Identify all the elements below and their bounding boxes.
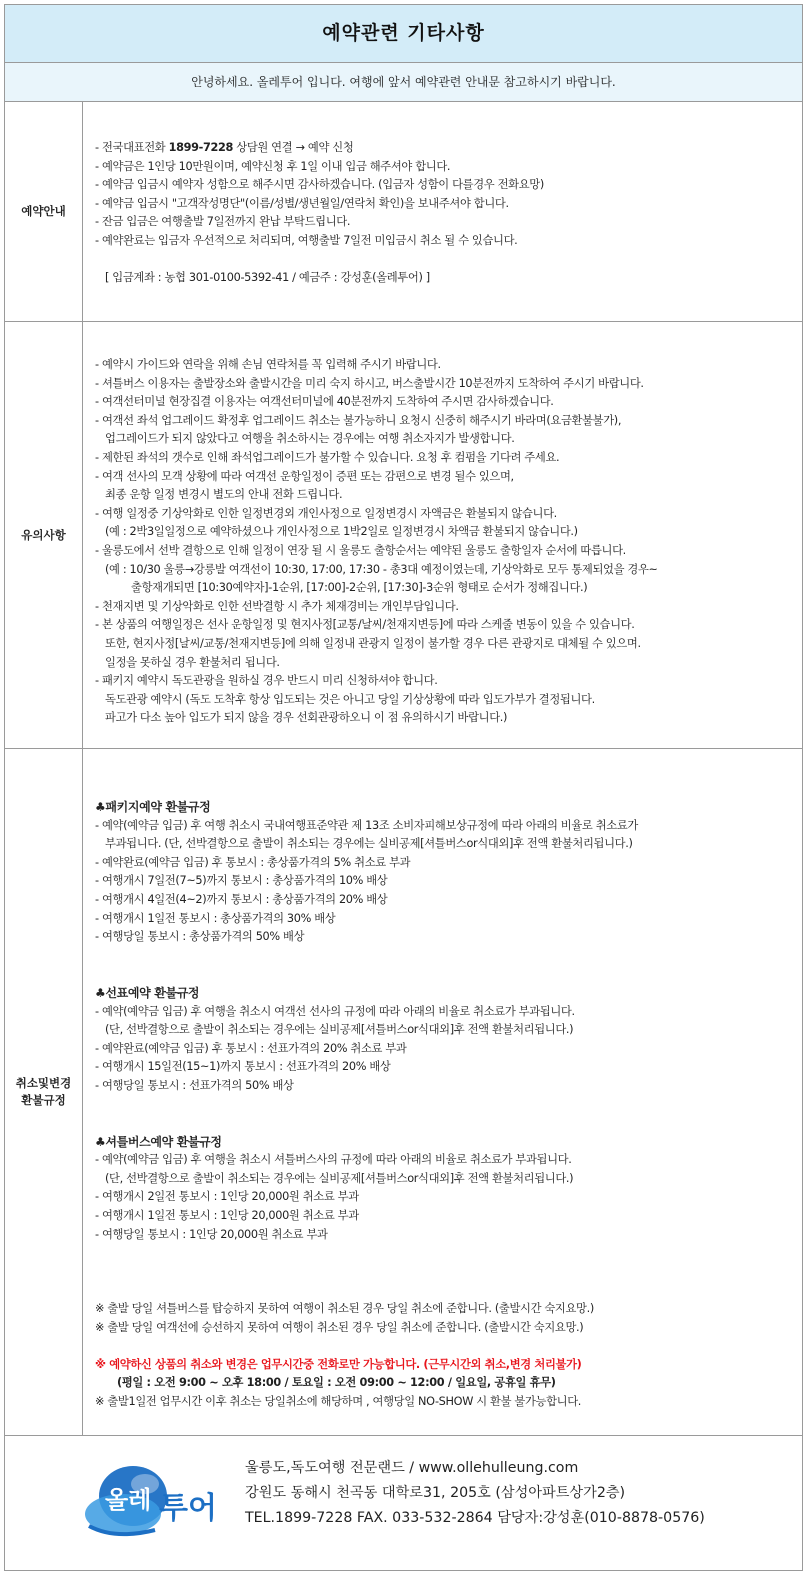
list-item: - 예약금 입금시 예약자 성함으로 해주시면 감사하겠습니다. (입금자 성함이 다를경우 전화요망) bbox=[95, 178, 544, 192]
list-item: - 예약완료(예약금 입금) 후 통보시 : 총상품가격의 5% 취소료 부과 bbox=[95, 855, 411, 869]
list-item: 파고가 다소 높아 입도가 되지 않을 경우 선회관광하오니 이 점 유의하시기 바랍니다.) bbox=[105, 711, 508, 725]
logo-text-olle: 올레 bbox=[105, 1486, 152, 1514]
logo-graphic bbox=[75, 1456, 225, 1546]
list-item: - 여행당일 통보시 : 1인당 20,000원 취소료 부과 bbox=[95, 1227, 328, 1241]
list-item: - 여객선터미널 현장집결 이용자는 여객선터미널에 40분전까지 도착하여 주시면 감사하겠습니다. bbox=[95, 395, 554, 409]
info-page bbox=[4, 4, 803, 1571]
list-item: - 여행당일 통보시 : 선표가격의 50% 배상 bbox=[95, 1078, 294, 1092]
list-item: - 여객 선사의 모객 상황에 따라 여객선 운항일정이 증편 또는 감편으로 변경 될수 있으며, bbox=[95, 469, 514, 483]
reservation-label: 예약안내 bbox=[5, 102, 83, 321]
list-item: - 본 상품의 여행일정은 선사 운항일정 및 현지사정[교통/날씨/천재지변등]에 따라 스케줄 변동이 있을 수 있습니다. bbox=[95, 618, 635, 632]
list-item: - 예약(예약금 입금) 후 여행을 취소시 여객선 선사의 규정에 따라 아래의 비율로 취소료가 부과됩니다. bbox=[95, 1004, 575, 1018]
refund-label-line2: 환불규정 bbox=[21, 1093, 66, 1107]
list-item: - 여행개시 15일전(15~1)까지 통보시 : 선표가격의 20% 배상 bbox=[95, 1060, 391, 1074]
notice-section bbox=[5, 322, 802, 749]
list-item: (단, 선박결항으로 출발이 취소되는 경우에는 실비공제[셔틀버스or식대외]후 전액 환불처리됩니다.) bbox=[105, 1023, 574, 1037]
reservation-content bbox=[95, 139, 796, 288]
phone-line-suffix: 상담원 연결 → 예약 신청 bbox=[233, 141, 354, 154]
account-info: [ 입금계좌 : 농협 301-0100-5392-41 / 예금주 : 강성훈(올레투어) ] bbox=[105, 271, 430, 285]
list-item: - 예약시 가이드와 연락을 위해 손님 연락처를 꼭 입력해 주시기 바랍니다. bbox=[95, 358, 441, 371]
ferry-refund-heading: ♣선표예약 환불규정 bbox=[95, 985, 200, 1000]
list-item: - 예약금은 1인당 10만원이며, 예약신청 후 1일 이내 입금 해주셔야 합니다. bbox=[95, 159, 451, 173]
company-info bbox=[245, 1456, 705, 1531]
list-item: 출항재개되면 [10:30예약자]-1순위, [17:00]-2순위, [17:30]-3순위 형태로 순서가 정해집니다.) bbox=[131, 581, 588, 595]
list-item: - 셔틀버스 이용자는 출발장소와 출발시간을 미리 숙지 하시고, 버스출발시간 10분전까지 도착하여 주시기 바랍니다. bbox=[95, 376, 644, 390]
list-item: 부과됩니다. (단, 선박결항으로 출발이 취소되는 경우에는 실비공제[셔틀버스or식대외]후 전액 환불처리됩니다.) bbox=[105, 837, 633, 851]
shuttle-refund-heading: ♣셔틀버스예약 환불규정 bbox=[95, 1134, 222, 1149]
page-subtitle: 안녕하세요. 올레투어 입니다. 여행에 앞서 예약관련 안내문 참고하시기 바랍니다. bbox=[5, 63, 802, 102]
list-item: 업그레이드가 되지 않았다고 여행을 취소하시는 경우에는 여행 취소자지가 발생합니다. bbox=[105, 432, 515, 446]
list-item: - 잔금 입금은 여행출발 7일전까지 완납 부탁드립니다. bbox=[95, 215, 351, 229]
list-item: - 울릉도에서 선박 결항으로 인해 일정이 연장 될 시 울릉도 출항순서는 예약된 울릉도 출항일자 순서에 따릅니다. bbox=[95, 543, 626, 557]
footer bbox=[5, 1436, 802, 1570]
phone-number: 1899-7228 bbox=[168, 141, 234, 154]
reservation-phone-line bbox=[95, 139, 796, 158]
no-show-note: ※ 출발1일전 업무시간 이후 취소는 당일취소에 해당하며 , 여행당일 NO-SHOW 시 환불 불가능합니다. bbox=[95, 1395, 582, 1408]
list-item: 일정을 못하실 경우 환불처리 됩니다. bbox=[105, 655, 280, 669]
package-refund-heading: ♣패키지예약 환불규정 bbox=[95, 800, 211, 814]
ferry-missed-note: ※ 출발 당일 여객선에 승선하지 못하여 여행이 취소된 경우 당일 취소에 준합니다. (출발시간 숙지요망.) bbox=[95, 1320, 584, 1334]
company-address: 강원도 동해시 천곡동 대학로31, 205호 (삼성아파트상가2층) bbox=[245, 1485, 626, 1501]
list-item: (예 : 10/30 울릉→강릉발 여객선이 10:30, 17:00, 17:30 - 총3대 예정이였는데, 기상악화로 모두 통제되었을 경우~ bbox=[105, 562, 658, 576]
refund-label-line1: 취소및변경 bbox=[15, 1076, 72, 1090]
list-item: - 예약금 입금시 "고객작성명단"(이름/성별/생년월일/연락처 확인)을 보내주셔야 합니다. bbox=[95, 196, 509, 210]
list-item: - 여행개시 2일전 통보시 : 1인당 20,000원 취소료 부과 bbox=[95, 1190, 359, 1204]
list-item: - 예약(예약금 입금) 후 여행 취소시 국내여행표준약관 제 13조 소비자피해보상규정에 따라 아래의 비율로 취소료가 bbox=[95, 818, 638, 832]
notice-label: 유의사항 bbox=[5, 322, 83, 748]
logo-text-tour: 투어 bbox=[159, 1491, 217, 1526]
phone-line-prefix: - 전국대표전화 bbox=[95, 141, 169, 154]
page-title: 예약관련 기타사항 bbox=[5, 5, 802, 63]
company-tagline: 울릉도,독도여행 전문랜드 / www.ollehulleung.com bbox=[245, 1460, 579, 1476]
refund-label bbox=[5, 749, 83, 1435]
list-item: 최종 운항 일정 변경시 별도의 안내 전화 드립니다. bbox=[105, 488, 343, 502]
cancel-policy-warning: ※ 예약하신 상품의 취소와 변경은 업무시간중 전화로만 가능합니다. (근무시간외 취소,변경 처리불가) bbox=[95, 1357, 582, 1371]
refund-content bbox=[95, 798, 796, 1412]
list-item: - 예약완료는 입금자 우선적으로 처리되며, 여행출발 7일전 미입금시 취소 될 수 있습니다. bbox=[95, 233, 518, 247]
list-item: - 예약완료(예약금 입금) 후 통보시 : 선표가격의 20% 취소료 부과 bbox=[95, 1041, 407, 1055]
list-item: - 여행 일정중 기상악화로 인한 일정변경외 개인사정으로 일정변경시 자액금은 환불되지 않습니다. bbox=[95, 506, 557, 520]
list-item: - 여객선 좌석 업그레이드 확정후 업그레이드 취소는 불가능하니 요청시 신중히 해주시기 바라며(요금환불불가), bbox=[95, 413, 622, 427]
list-item: - 천재지변 및 기상악화로 인한 선박결항 시 추가 체재경비는 개인부담입니다. bbox=[95, 599, 459, 613]
list-item: - 여행개시 7일전(7~5)까지 통보시 : 총상품가격의 10% 배상 bbox=[95, 874, 388, 888]
company-contact: TEL.1899-7228 FAX. 033-532-2864 담당자:강성훈(010-8878-0576) bbox=[245, 1510, 705, 1526]
refund-section bbox=[5, 749, 802, 1436]
business-hours: (평일 : 오전 9:00 ~ 오후 18:00 / 토요일 : 오전 09:00 ~ 12:00 / 일요일, 공휴일 휴무) bbox=[117, 1376, 556, 1390]
list-item: (예 : 2박3일일정으로 예약하셨으나 개인사정으로 1박2일로 일정변경시 차액금 환불되지 않습니다.) bbox=[105, 525, 578, 539]
notice-content bbox=[95, 356, 796, 728]
list-item: - 예약(예약금 입금) 후 여행을 취소시 셔틀버스사의 규정에 따라 아래의 비율로 취소료가 부과됩니다. bbox=[95, 1153, 572, 1167]
shuttle-missed-note: ※ 출발 당일 셔틀버스를 탑승하지 못하여 여행이 취소된 경우 당일 취소에 준합니다. (출발시간 숙지요망.) bbox=[95, 1302, 594, 1316]
reservation-section bbox=[5, 102, 802, 322]
list-item: (단, 선박결항으로 출발이 취소되는 경우에는 실비공제[셔틀버스or식대외]후 전액 환불처리됩니다.) bbox=[105, 1171, 574, 1185]
list-item: - 제한된 좌석의 갯수로 인해 좌석업그레이드가 불가할 수 있습니다. 요청 후 컴펌을 기다려 주세요. bbox=[95, 450, 560, 464]
list-item: 또한, 현지사정[날씨/교통/천재지변등]에 의해 일정내 관광지 일정이 불가할 경우 다른 관광지로 대체될 수 있으며. bbox=[105, 636, 641, 650]
list-item: 독도관광 예약시 (독도 도착후 항상 입도되는 것은 아니고 당일 기상상황에 따라 입도가부가 결정됩니다. bbox=[105, 692, 595, 706]
olle-tour-logo bbox=[75, 1456, 225, 1546]
list-item: - 여행개시 1일전 통보시 : 총상품가격의 30% 배상 bbox=[95, 911, 336, 925]
list-item: - 여행개시 1일전 통보시 : 1인당 20,000원 취소료 부과 bbox=[95, 1209, 359, 1223]
list-item: - 여행개시 4일전(4~2)까지 통보시 : 총상품가격의 20% 배상 bbox=[95, 892, 388, 906]
list-item: - 패키지 예약시 독도관광을 원하실 경우 반드시 미리 신청하셔야 합니다. bbox=[95, 674, 438, 688]
list-item: - 여행당일 통보시 : 총상품가격의 50% 배상 bbox=[95, 930, 305, 944]
